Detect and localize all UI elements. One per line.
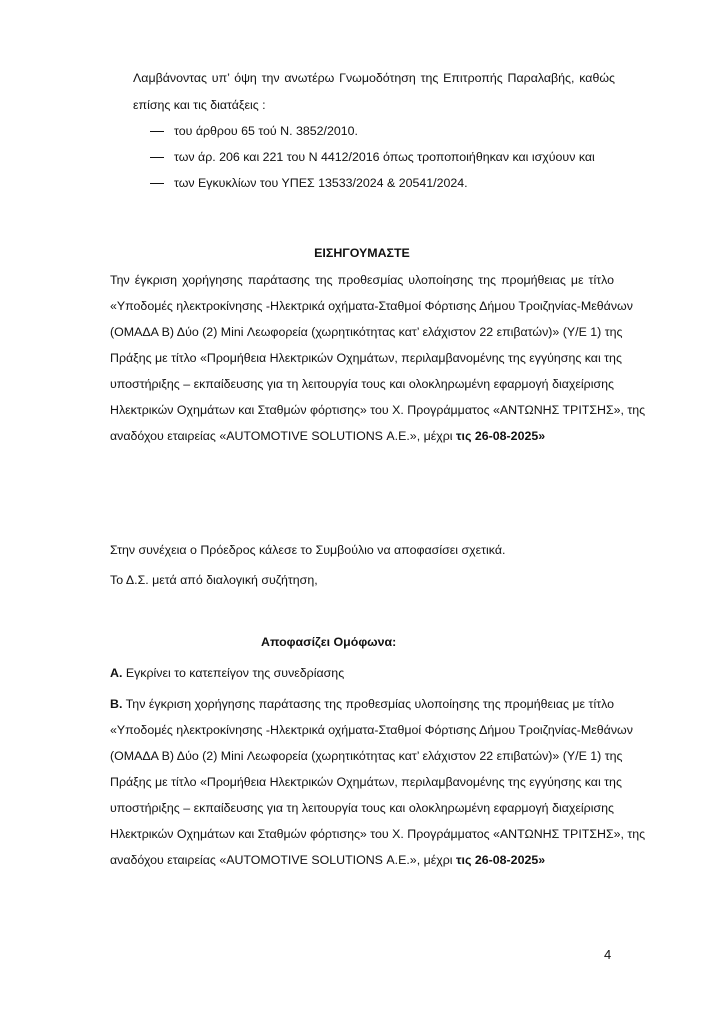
proposal-line-2: «Υποδομές ηλεκτροκίνησης -Ηλεκτρικά οχήματα-Σταθμοί Φόρτισης Δήμου Τροιζηνίας-Μεθάνων [110, 299, 633, 313]
decision-b-line-3: (ΟΜΑΔΑ Β) Δύο (2) Mini Λεωφορεία (χωρητικότητας κατ’ ελάχιστον 22 επιβατών)» (Υ/Ε 1) της [110, 749, 623, 763]
decision-b-line-1 [110, 696, 614, 712]
decision-a [110, 665, 344, 681]
intro-line-2: επίσης και τις διατάξεις : [133, 98, 266, 112]
proposal-line-7 [110, 428, 545, 444]
proposal-line-1: Την έγκριση χορήγησης παράτασης της προθεσμίας υλοποίησης της προμήθειας με τίτλο [110, 273, 614, 287]
decision-b-line-5: υποστήριξης – εκπαίδευσης για τη λειτουργία τους και ολοκληρωμένη εφαρμογή διαχείρισης [110, 801, 614, 815]
decision-b-last-text: αναδόχου εταιρείας «AUTOMOTIVE SOLUTIONS Α.Ε.», μέχρι [110, 853, 456, 867]
decision-b-first-text: Την έγκριση χορήγησης παράτασης της προθεσμίας υλοποίησης της προμήθειας με τίτλο [122, 697, 614, 711]
heading-propose: ΕΙΣΗΓΟΥΜΑΣΤΕ [314, 246, 410, 260]
bullet-item-2: των άρ. 206 και 221 του Ν 4412/2016 όπως τροποποιήθηκαν και ισχύουν και [174, 150, 595, 164]
decision-a-text: Εγκρίνει το κατεπείγον της συνεδρίασης [122, 666, 345, 680]
decision-a-letter: Α. [110, 666, 123, 680]
proposal-line-5: υποστήριξης – εκπαίδευσης για τη λειτουργία τους και ολοκληρωμένη εφαρμογή διαχείρισης [110, 377, 614, 391]
bullet-dash-1 [150, 131, 164, 132]
decision-b-line-4: Πράξης με τίτλο «Προμήθεια Ηλεκτρικών Οχημάτων, περιλαμβανομένης της εγγύησης και της [110, 775, 622, 789]
decision-b-deadline: τις 26-08-2025» [456, 853, 546, 867]
decision-b-letter: Β. [110, 697, 123, 711]
bullet-item-1: του άρθρου 65 τού Ν. 3852/2010. [174, 124, 358, 138]
decision-b-line-6: Ηλεκτρικών Οχημάτων και Σταθμών φόρτισης» του Χ. Προγράμματος «ΑΝΤΩΝΗΣ ΤΡΙΤΣΗΣ», της [110, 827, 646, 841]
continuation-text: Στην συνέχεια ο Πρόεδρος κάλεσε το Συμβούλιο να αποφασίσει σχετικά. [110, 543, 506, 557]
heading-decides: Αποφασίζει Ομόφωνα: [261, 635, 397, 649]
proposal-deadline: τις 26-08-2025» [456, 429, 546, 443]
discussion-text: Το Δ.Σ. μετά από διαλογική συζήτηση, [110, 573, 318, 587]
bullet-dash-3 [150, 183, 164, 184]
proposal-line-3: (ΟΜΑΔΑ Β) Δύο (2) Mini Λεωφορεία (χωρητικότητας κατ’ ελάχιστον 22 επιβατών)» (Υ/Ε 1) της [110, 325, 623, 339]
proposal-line-4: Πράξης με τίτλο «Προμήθεια Ηλεκτρικών Οχημάτων, περιλαμβανομένης της εγγύησης και της [110, 351, 622, 365]
decision-b-line-7 [110, 852, 545, 868]
intro-line-1: Λαμβάνοντας υπ’ όψη την ανωτέρω Γνωμοδότηση της Επιτροπής Παραλαβής, καθώς [133, 71, 615, 85]
decision-b-line-2: «Υποδομές ηλεκτροκίνησης -Ηλεκτρικά οχήματα-Σταθμοί Φόρτισης Δήμου Τροιζηνίας-Μεθάνων [110, 723, 633, 737]
proposal-line-6: Ηλεκτρικών Οχημάτων και Σταθμών φόρτισης» του Χ. Προγράμματος «ΑΝΤΩΝΗΣ ΤΡΙΤΣΗΣ», της [110, 403, 646, 417]
bullet-dash-2 [150, 157, 164, 158]
bullet-item-3: των Εγκυκλίων του ΥΠΕΣ 13533/2024 & 20541/2024. [174, 176, 468, 190]
proposal-last-text: αναδόχου εταιρείας «AUTOMOTIVE SOLUTIONS Α.Ε.», μέχρι [110, 429, 456, 443]
page-number: 4 [604, 947, 612, 962]
